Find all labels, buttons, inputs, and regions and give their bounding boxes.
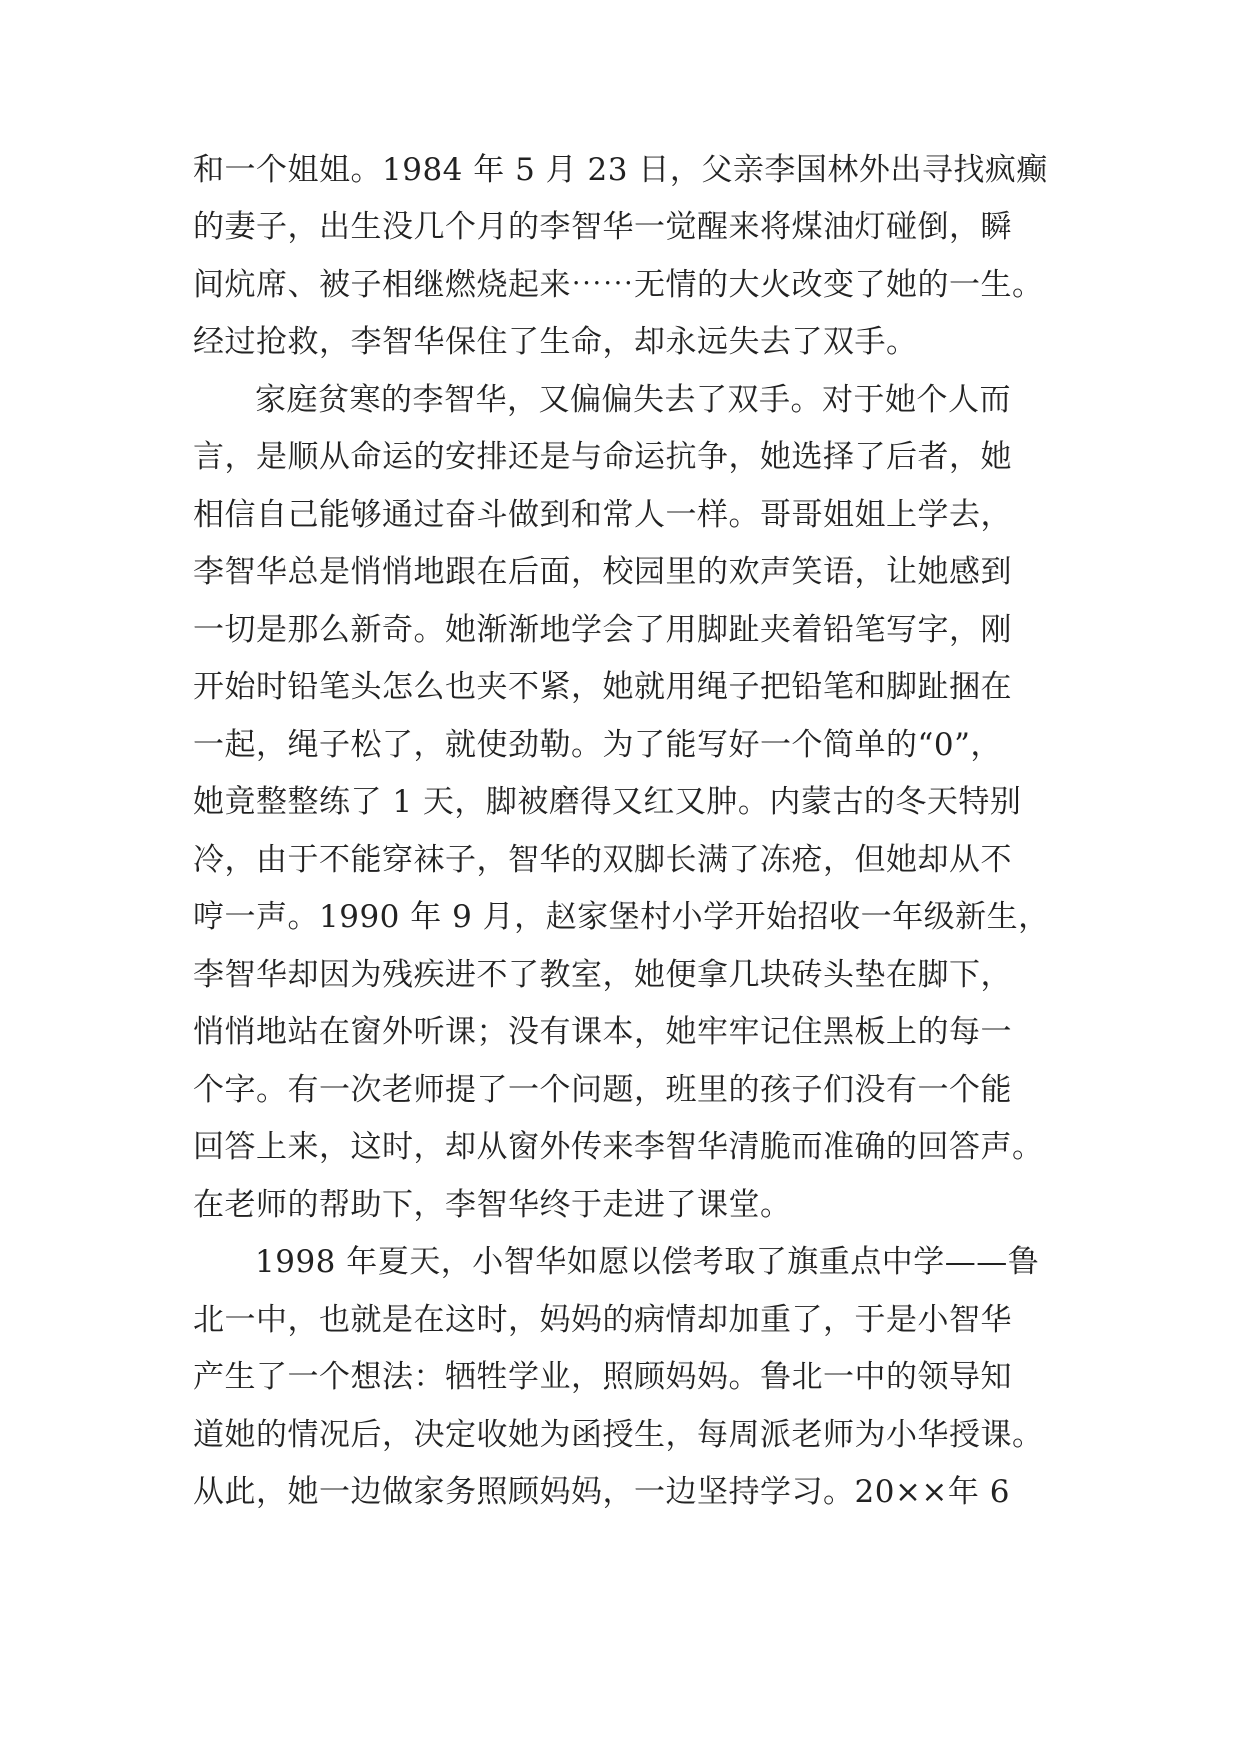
text-line: 相信自己能够通过奋斗做到和常人一样。哥哥姐姐上学去，	[193, 497, 1012, 533]
text-line: 道她的情况后，决定收她为函授生，每周派老师为小华授课。	[193, 1417, 1044, 1453]
text-line: 哼一声。1990 年 9 月，赵家堡村小学开始招收一年级新生，	[193, 899, 1050, 935]
text-line: 李智华却因为残疾进不了教室，她便拿几块砖头垫在脚下，	[193, 957, 1012, 993]
text-line: 和一个姐姐。1984 年 5 月 23 日，父亲李国林外出寻找疯癫	[193, 152, 1048, 188]
text-line: 个字。有一次老师提了一个问题，班里的孩子们没有一个能	[193, 1072, 1012, 1108]
text-line: 一切是那么新奇。她渐渐地学会了用脚趾夹着铅笔写字，刚	[193, 612, 1012, 648]
text-line: 言，是顺从命运的安排还是与命运抗争，她选择了后者，她	[193, 439, 1012, 475]
text-line: 回答上来，这时，却从窗外传来李智华清脆而准确的回答声。	[193, 1129, 1044, 1165]
text-line: 开始时铅笔头怎么也夹不紧，她就用绳子把铅笔和脚趾捆在	[193, 669, 1012, 705]
text-line: 一起，绳子松了，就使劲勒。为了能写好一个简单的“0”，	[193, 727, 1002, 763]
text-line: 在老师的帮助下，李智华终于走进了课堂。	[193, 1187, 792, 1223]
text-line: 产生了一个想法：牺牲学业，照顾妈妈。鲁北一中的领导知	[193, 1359, 1012, 1395]
paragraph-first-line: 1998 年夏天，小智华如愿以偿考取了旗重点中学——鲁	[255, 1244, 1040, 1280]
text-line: 冷，由于不能穿袜子，智华的双脚长满了冻疮，但她却从不	[193, 842, 1012, 878]
text-line: 间炕席、被子相继燃烧起来⋯⋯无情的大火改变了她的一生。	[193, 267, 1044, 303]
paragraph-first-line: 家庭贫寒的李智华，又偏偏失去了双手。对于她个人而	[255, 382, 1011, 418]
text-line: 北一中，也就是在这时，妈妈的病情却加重了，于是小智华	[193, 1302, 1012, 1338]
text-line: 经过抢救，李智华保住了生命，却永远失去了双手。	[193, 324, 918, 360]
text-line: 李智华总是悄悄地跟在后面，校园里的欢声笑语，让她感到	[193, 554, 1012, 590]
text-line: 她竟整整练了 1 天，脚被磨得又红又肿。内蒙古的冬天特别	[193, 784, 1022, 820]
text-line: 的妻子，出生没几个月的李智华一觉醒来将煤油灯碰倒，瞬	[193, 209, 1012, 245]
text-line: 悄悄地站在窗外听课；没有课本，她牢牢记住黑板上的每一	[193, 1014, 1012, 1050]
text-line: 从此，她一边做家务照顾妈妈，一边坚持学习。20××年 6	[193, 1474, 1010, 1510]
